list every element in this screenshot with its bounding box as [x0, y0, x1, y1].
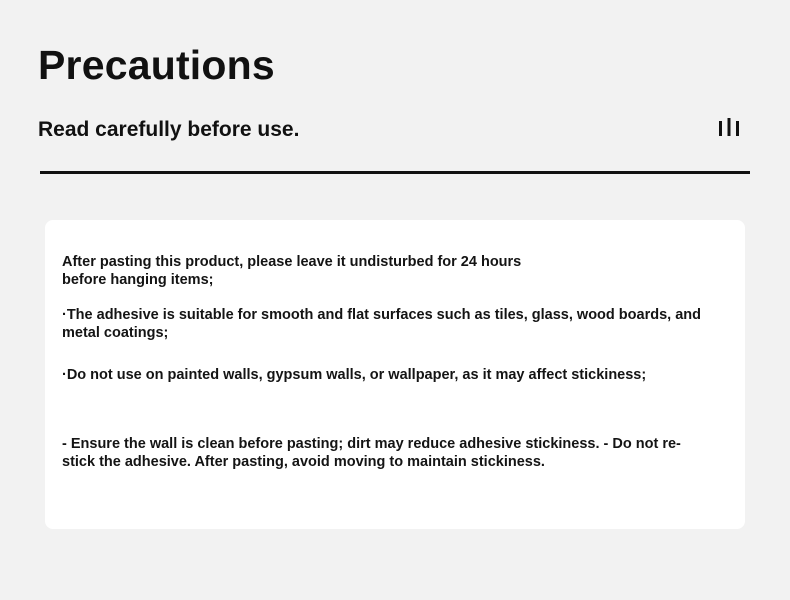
- page-title: Precautions: [38, 42, 275, 88]
- page-subtitle: Read carefully before use.: [38, 118, 300, 141]
- precaution-item: - Ensure the wall is clean before pasting; dirt may reduce adhesive stickiness. - Do not re-stick the adhesive. After pasting, avoid moving to maintain stickiness.: [62, 436, 681, 470]
- header-divider: [40, 171, 750, 174]
- precaution-item: After pasting this product, please leave it undisturbed for 24 hours before hanging items;: [62, 254, 522, 288]
- vertical-bars-icon: [716, 117, 742, 139]
- precaution-item: ·Do not use on painted walls, gypsum walls, or wallpaper, as it may affect stickiness;: [62, 367, 647, 383]
- precautions-card: [45, 220, 745, 529]
- precaution-item: ·The adhesive is suitable for smooth and flat surfaces such as tiles, glass, wood boards, and metal coatings;: [62, 307, 701, 341]
